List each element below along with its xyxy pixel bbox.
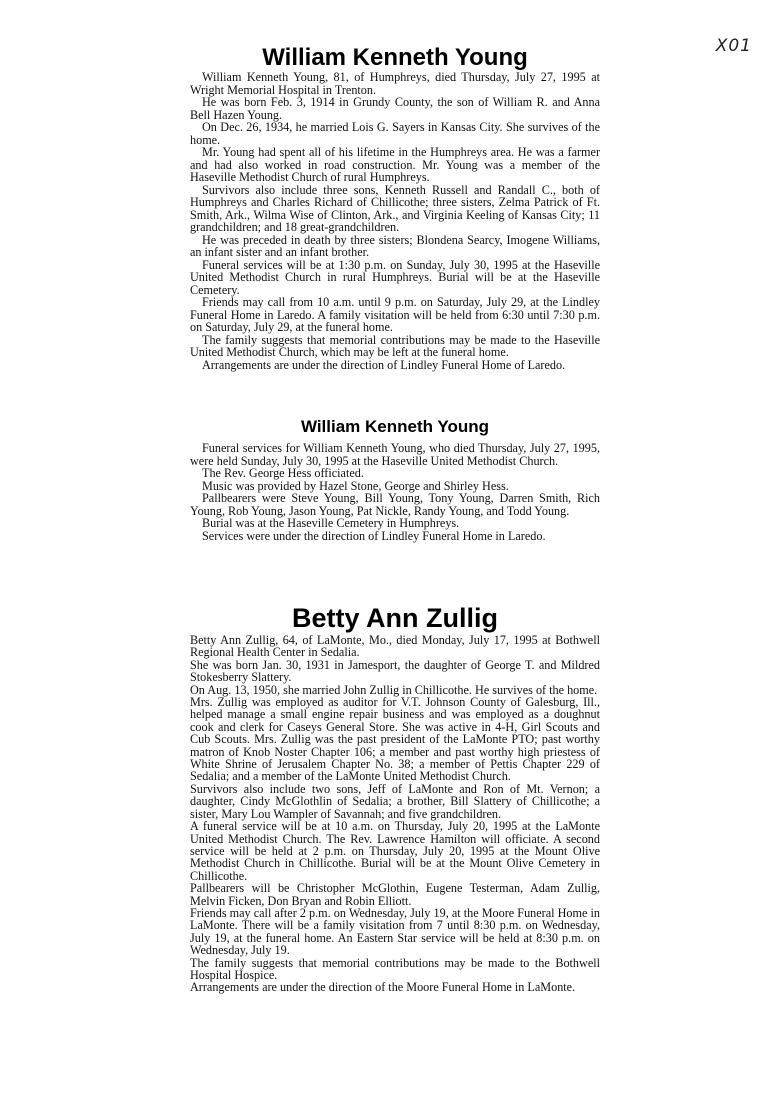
obituary-paragraph: Burial was at the Haseville Cemetery in Humphreys. [202, 516, 460, 530]
obituary-paragraph: Arrangements are under the direction of Lindley Funeral Home of Laredo. [202, 357, 566, 372]
obituary-paragraph: Pallbearers were Steve Young, Bill Young, Tony Young, Darren Smith, Rich Young, Rob Young, Jason Young, Pat Nickle, Randy Young, and Todd Young. [190, 491, 600, 518]
obituary-heading: Betty Ann Zullig [292, 603, 498, 633]
obituary-heading: William Kenneth Young [262, 44, 528, 71]
obituary-paragraph: Betty Ann Zullig, 64, of LaMonte, Mo., died Monday, July 17, 1995 at Bothwell Regional Health Center in Sedalia. [190, 633, 600, 660]
obituary-paragraph: He was preceded in death by three sisters; Blondena Searcy, Imogene Williams, an infant sister and an infant brother. [190, 232, 600, 259]
obituary-paragraph: Arrangements are under the direction of the Moore Funeral Home in LaMonte. [190, 980, 576, 995]
funeral-notice-william-kenneth-young [190, 418, 600, 542]
obituary-paragraph: On Dec. 26, 1934, he married Lois G. Sayers in Kansas City. She survives of the home. [190, 120, 600, 147]
obituary-paragraph: He was born Feb. 3, 1914 in Grundy County, the son of William R. and Anna Bell Hazen Young. [190, 95, 600, 122]
obituary-paragraph: Pallbearers will be Christopher McGlothin, Eugene Testerman, Adam Zullig, Melvin Ficken, Don Bryan and Robin Elliott. [190, 881, 600, 908]
obituary-paragraph: Survivors also include three sons, Kenneth Russell and Randall C., both of Humphreys and Charles Richard of Chillicothe; three sisters, Zelma Patrick of Ft. Smith, Ark., Wilma Wise of Clinton, Ark., and Virginia Keeling of Kansas City; 11 grandchildren; and 18 great-grandchildren. [190, 182, 600, 234]
obituary-paragraph: Survivors also include two sons, Jeff of LaMonte and Ron of Mt. Vernon; a daughter, Cindy McGlothlin of Sedalia; a brother, Bill Slattery of Chillicothe; a sister, Mary Lou Wampler of Savannah; and five grandchildren. [190, 781, 600, 821]
obituary-paragraph: Mr. Young had spent all of his lifetime in the Humphreys area. He was a farmer and had also worked in road construction. Mr. Young was a member of the Haseville Methodist Church of rural Humphreys. [190, 145, 600, 184]
obituary-paragraph: The family suggests that memorial contributions may be made to the Bothwell Hospital Hospice. [190, 955, 600, 982]
obituary-paragraph: Friends may call from 10 a.m. until 9 p.m. on Saturday, July 29, at the Lindley Funeral Home in Laredo. A family visitation will be held from 6:30 until 7:30 p.m. on Saturday, July 29, at the funeral home. [190, 295, 600, 334]
obituary-william-kenneth-young [190, 46, 600, 371]
obituary-paragraph: Friends may call after 2 p.m. on Wednesday, July 19, at the Moore Funeral Home in LaMonte. There will be a family visitation from 7 until 8:30 p.m. on Wednesday, July 19, at the funeral home. An Eastern Star service will be held at 8:30 p.m. on Wednesday, July 19. [190, 905, 600, 958]
obituary-paragraph: A funeral service will be at 10 a.m. on Thursday, July 20, 1995 at the LaMonte United Methodist Church. The Rev. Lawrence Hamilton will officiate. A second service will be held at 2 p.m. on Thursday, July 20, 1995 at the Mount Olive Methodist Church in Chillicothe. Burial will be at the Mount Olive Cemetery in Chillicothe. [190, 819, 600, 883]
document-id-mark: X01 [715, 36, 752, 56]
obituary-betty-ann-zullig [190, 605, 600, 994]
obituary-heading: William Kenneth Young [300, 417, 490, 436]
obituary-paragraph: The Rev. George Hess officiated. [202, 466, 364, 480]
obituary-paragraph: William Kenneth Young, 81, of Humphreys, died Thursday, July 27, 1995 at Wright Memorial Hospital in Trenton. [190, 70, 600, 97]
obituary-paragraph: She was born Jan. 30, 1931 in Jamesport, the daughter of George T. and Mildred Stokesberry Slattery. [190, 657, 600, 685]
obituary-paragraph: On Aug. 13, 1950, she married John Zullig in Chillicothe. He survives of the home. [190, 682, 598, 697]
obituary-paragraph: Music was provided by Hazel Stone, George and Shirley Hess. [202, 478, 509, 493]
obituary-paragraph: The family suggests that memorial contributions may be made to the Haseville United Methodist Church, which may be left at the funeral home. [190, 332, 600, 359]
obituary-paragraph: Mrs. Zullig was employed as auditor for V.T. Johnson County of Galesburg, Ill., helped manage a small engine repair business and was employed as a doughnut cook and clerk for Caseys General Store. She was active in 4-H, Girl Scouts and Cub Scouts. Mrs. Zullig was the past president of the LaMonte PTO; past worthy matron of Knob Noster Chapter 106; a member and past worthy high priestess of White Shrine of Jerusalem Chapter No. 38; a member of Pettis Chapter 229 of Sedalia; and a member of the LaMonte United Methodist Church. [190, 695, 600, 784]
obituary-paragraph: Funeral services for William Kenneth Young, who died Thursday, July 27, 1995, were held Sunday, July 30, 1995 at the Haseville United Methodist Church. [190, 441, 600, 468]
obituary-paragraph: Services were under the direction of Lindley Funeral Home in Laredo. [202, 528, 546, 543]
obituary-paragraph: Funeral services will be at 1:30 p.m. on Sunday, July 30, 1995 at the Haseville United Methodist Church in rural Humphreys. Burial will be at the Haseville Cemetery. [190, 257, 600, 297]
